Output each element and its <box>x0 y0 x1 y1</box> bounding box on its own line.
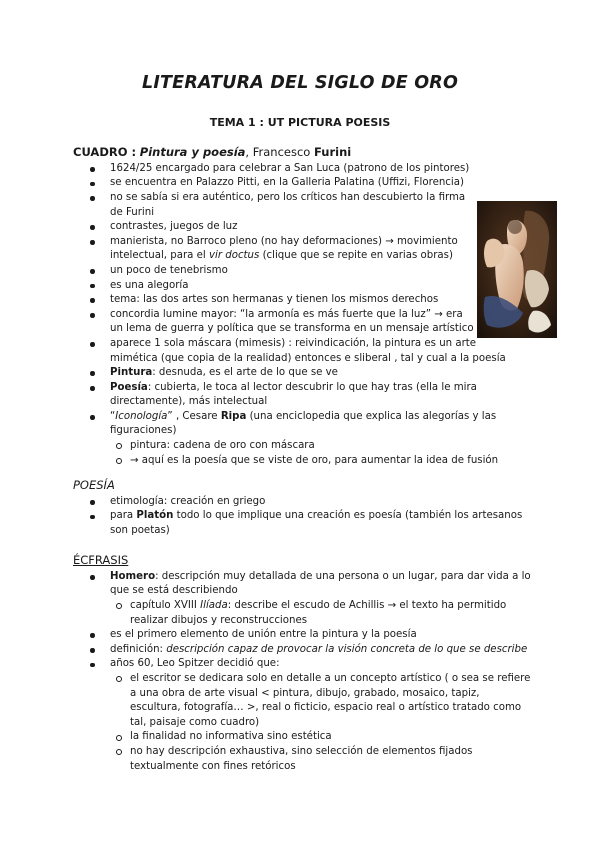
list-item: “Iconología” , Cesare Ripa (una enciclopedia que explica las alegorías y las figuraciones) pintura: cadena de oro con máscara → aquí es la poesía que se viste de oro, para aumentar la idea de fusión <box>73 410 520 468</box>
homero-name: Homero <box>110 570 156 582</box>
homero-sublist <box>96 599 533 628</box>
list-item: es una alegoría <box>73 279 478 294</box>
list-item: es el primero elemento de unión entre la pintura y la poesía <box>73 628 533 643</box>
cuadro-list <box>73 162 506 468</box>
ripa-author: Ripa <box>220 410 247 422</box>
sub-list-item: → aquí es la poesía que se viste de oro, para aumentar la idea de fusión <box>96 454 520 469</box>
list-item: se encuentra en Palazzo Pitti, en la Galleria Palatina (Uffizi, Florencia) <box>73 176 485 191</box>
list-item: un poco de tenebrismo <box>73 264 478 279</box>
iliada-title: Ilíada <box>200 599 228 611</box>
list-item: definición: descripción capaz de provocar la visión concreta de lo que se describe <box>73 643 533 658</box>
pintura-text: : desnuda, es el arte de lo que se ve <box>152 367 338 379</box>
list-item: tema: las dos artes son hermanas y tienen los mismos derechos <box>73 293 478 308</box>
sub-list-item: capítulo XVIII Ilíada: describe el escudo de Achillis → el texto ha permitido realizar dibujos y reconstrucciones <box>96 599 533 628</box>
list-item: no se sabía si era auténtico, pero los críticos han descubierto la firma de Furini <box>73 191 478 220</box>
list-item: contrastes, juegos de luz <box>73 220 478 235</box>
cuadro-work: Pintura y poesía <box>139 145 246 159</box>
poesia-label: Poesía <box>110 381 148 393</box>
document-subtitle: TEMA 1 : UT PICTURA POESIS <box>209 116 391 129</box>
document-title: LITERATURA DEL SIGLO DE ORO <box>141 73 459 93</box>
cuadro-heading <box>73 145 473 160</box>
cuadro-author: Furini <box>313 145 352 159</box>
furini-painting-image <box>477 201 557 338</box>
definicion-italic: descripción capaz de provocar la visión concreta de lo que se describe <box>166 643 528 655</box>
sub-list-item: el escritor se dedicara solo en detalle a un concepto artístico ( o sea se refiere a una obra de arte visual < pintura, dibujo, grabado, mosaico, tapiz, escultura, fotografía… >, real o ficticio, espacio real o artístico tratado como tal, paisaje como cuadro) <box>96 672 533 730</box>
poesia-heading: POESÍA <box>73 478 115 492</box>
iconologia-title: Iconología <box>115 410 168 422</box>
cuadro-sep: , Francesco <box>245 145 314 159</box>
spitzer-sublist <box>96 672 533 774</box>
iconologia-sublist <box>96 439 520 468</box>
platon-name: Platón <box>136 510 174 522</box>
list-item: etimología: creación en griego <box>73 495 533 510</box>
list-item: 1624/25 encargado para celebrar a San Luca (patrono de los pintores) <box>73 162 485 177</box>
list-item <box>73 366 520 381</box>
poesia-section <box>73 478 533 539</box>
poesia-text: : cubierta, le toca al lector descubrir lo que hay tras (ella le mira directamente), más intelectual <box>110 381 477 408</box>
list-item: Homero: descripción muy detallada de una persona o un lugar, para dar vida a lo que se está describiendo capítulo XVIII Ilíada: describe el escudo de Achillis → el texto ha permitido realizar dibujos y reconstrucciones <box>73 570 533 628</box>
manierista-text: manierista, no Barroco pleno (no hay deformaciones) → movimiento intelectual, para el <box>110 235 458 262</box>
ecfrasis-heading: ÉCFRASIS <box>73 553 129 567</box>
pintura-label: Pintura <box>110 367 153 379</box>
ecfrasis-list <box>73 570 533 774</box>
list-item: para Platón todo lo que implique una creación es poesía (también los artesanos son poetas) <box>73 509 533 538</box>
list-item: aparece 1 sola máscara (mimesis) : reivindicación, la pintura es un arte mimética (que copia de la realidad) entonces e sliberal , tal y cual a la poesía <box>73 337 520 366</box>
poesia-list <box>73 495 533 539</box>
vir-doctus-text: vir doctus <box>208 250 260 262</box>
sub-list-item: no hay descripción exhaustiva, sino selección de elementos fijados textualmente con fines retóricos <box>96 745 533 774</box>
cuadro-label: CUADRO : <box>73 145 137 159</box>
list-item: años 60, Leo Spitzer decidió que: el escritor se dedicara solo en detalle a un concepto artístico ( o sea se refiere a una obra de arte visual < pintura, dibujo, grabado, mosaico, tapiz, escultura, fotografía… >, real o ficticio, espacio real o artístico tratado como tal, paisaje como cuadro) la finalidad no informativa sino estética no hay descripción exhaustiva, sino selección de elementos fijados textualmente con fines retóricos <box>73 657 533 774</box>
list-item <box>73 381 520 410</box>
list-item: concordia lumine mayor: “la armonía es más fuerte que la luz” → era un lema de guerra y política que se transforma en un mensaje artístico <box>73 308 478 337</box>
list-item <box>73 235 478 264</box>
sub-list-item: pintura: cadena de oro con máscara <box>96 439 520 454</box>
cuadro-section <box>73 145 506 468</box>
vir-doctus-tail: (clique que se repite en varias obras) <box>259 250 453 262</box>
ecfrasis-section <box>73 553 533 774</box>
sub-list-item: la finalidad no informativa sino estética <box>96 730 533 745</box>
